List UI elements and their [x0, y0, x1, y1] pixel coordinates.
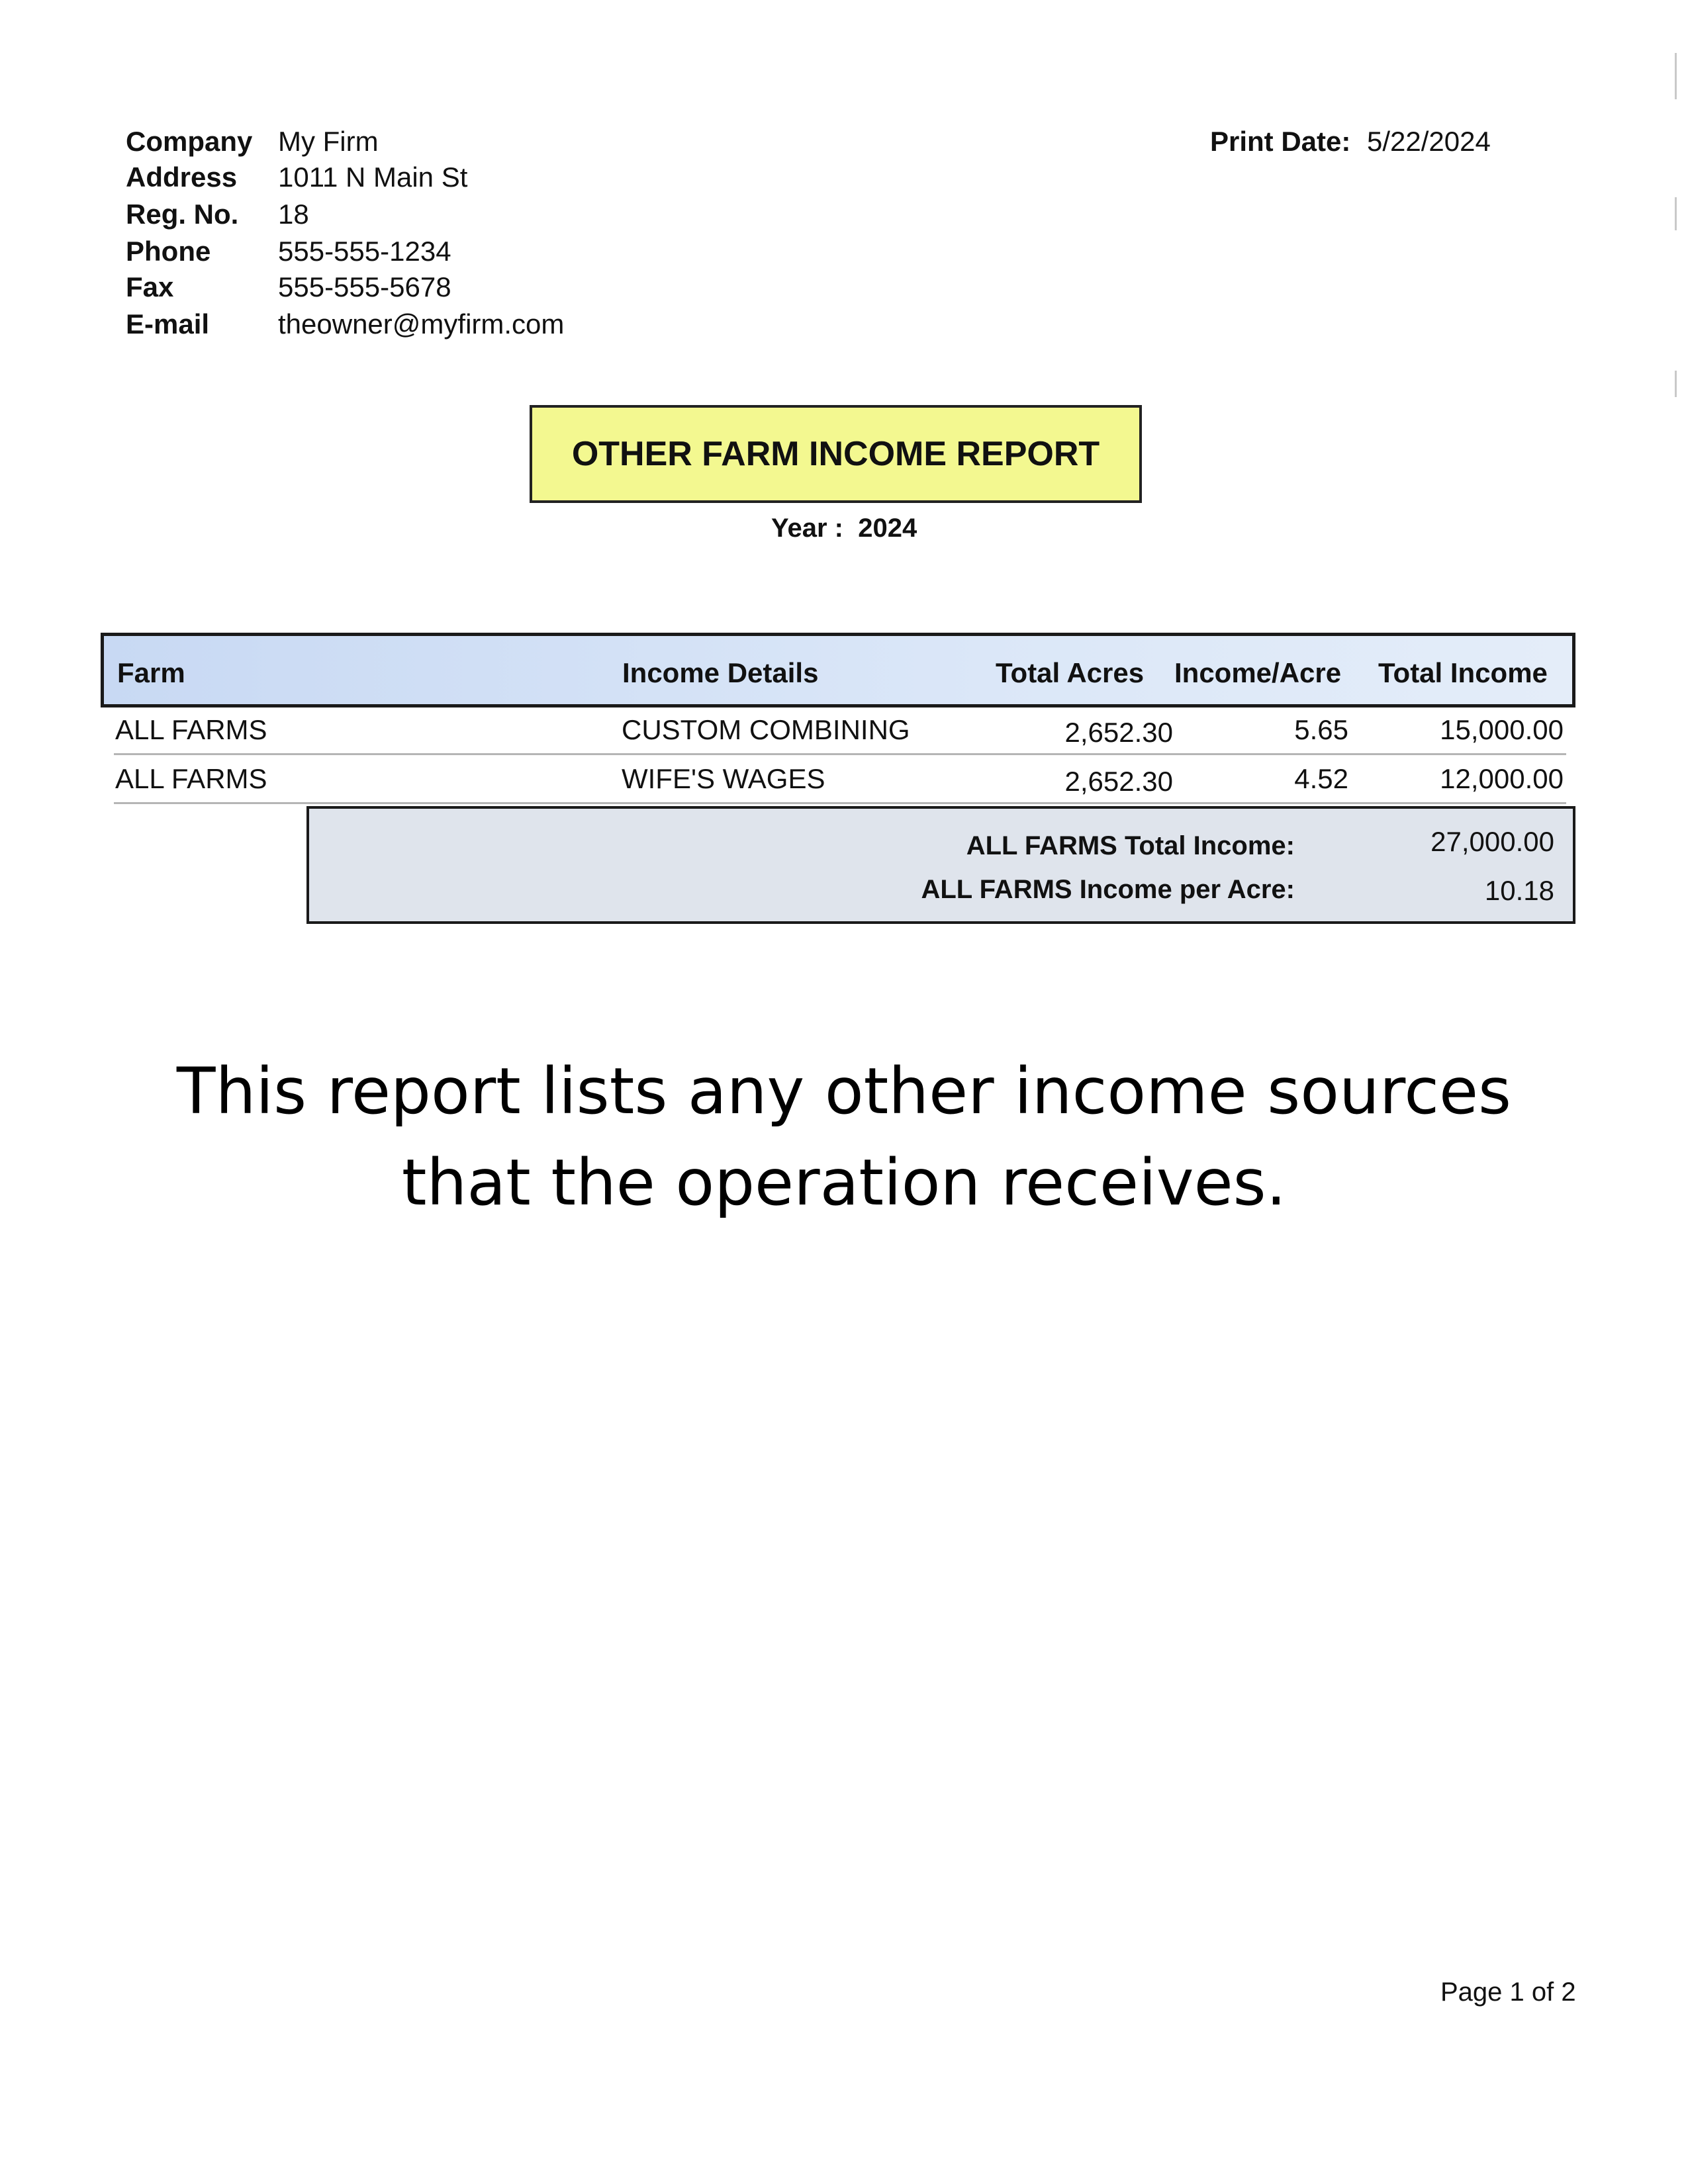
header-income-details: Income Details: [622, 657, 819, 688]
summary-box: [306, 806, 1575, 924]
header-total-acres: Total Acres: [996, 657, 1145, 688]
scan-edge-mark: [1675, 371, 1677, 397]
row-farm: ALL FARMS: [115, 714, 267, 745]
header-farm: Farm: [117, 657, 185, 688]
reg-no-label: Reg. No.: [126, 199, 239, 230]
fax-value: 555-555-5678: [278, 271, 451, 302]
header-income-per-acre: Income/Acre: [1174, 657, 1342, 688]
scan-edge-mark: [1675, 197, 1677, 230]
row-farm: ALL FARMS: [115, 763, 267, 794]
email-label: E-mail: [126, 308, 210, 340]
summary-total-income-value: 27,000.00: [1430, 826, 1554, 857]
company-value: My Firm: [278, 126, 379, 157]
report-description: [116, 1046, 1572, 1228]
table-header: [101, 633, 1575, 707]
reg-no-value: 18: [278, 199, 309, 230]
description-line-1: This report lists any other income sources: [176, 1054, 1512, 1128]
company-label: Company: [126, 126, 253, 157]
report-title: OTHER FARM INCOME REPORT: [571, 435, 1100, 473]
address-label: Address: [126, 161, 238, 193]
email-value: theowner@myfirm.com: [278, 308, 565, 340]
description-line-2: that the operation receives.: [401, 1146, 1287, 1220]
address-value: 1011 N Main St: [278, 161, 468, 193]
summary-total-income-label: ALL FARMS Total Income:: [966, 831, 1295, 860]
report-title-box: [530, 405, 1142, 503]
report-year: [771, 510, 917, 547]
row-income-details: CUSTOM COMBINING: [622, 714, 910, 745]
fax-label: Fax: [126, 271, 174, 302]
phone-label: Phone: [126, 236, 211, 267]
row-total-income: 12,000.00: [1440, 763, 1564, 794]
row-total-acres: 2,652.30: [1064, 766, 1173, 797]
phone-value: 555-555-1234: [278, 236, 451, 267]
summary-income-per-acre-label: ALL FARMS Income per Acre:: [921, 875, 1295, 904]
print-date-value: 5/22/2024: [1367, 126, 1491, 157]
table-row: [114, 706, 1566, 755]
year-label: Year :: [771, 514, 843, 543]
table-row: [114, 755, 1566, 804]
row-total-acres: 2,652.30: [1064, 717, 1173, 748]
header-total-income: Total Income: [1378, 657, 1548, 688]
scan-edge-mark: [1675, 53, 1677, 99]
summary-income-per-acre-value: 10.18: [1484, 875, 1554, 906]
row-income-details: WIFE'S WAGES: [622, 763, 825, 794]
row-income-per-acre: 5.65: [1294, 714, 1348, 745]
row-total-income: 15,000.00: [1440, 714, 1564, 745]
year-value: 2024: [858, 514, 917, 543]
row-divider: [114, 802, 1566, 804]
row-income-per-acre: 4.52: [1294, 763, 1348, 794]
page-number: Page 1 of 2: [1440, 1978, 1576, 2007]
print-date-label: Print Date:: [1210, 126, 1351, 157]
